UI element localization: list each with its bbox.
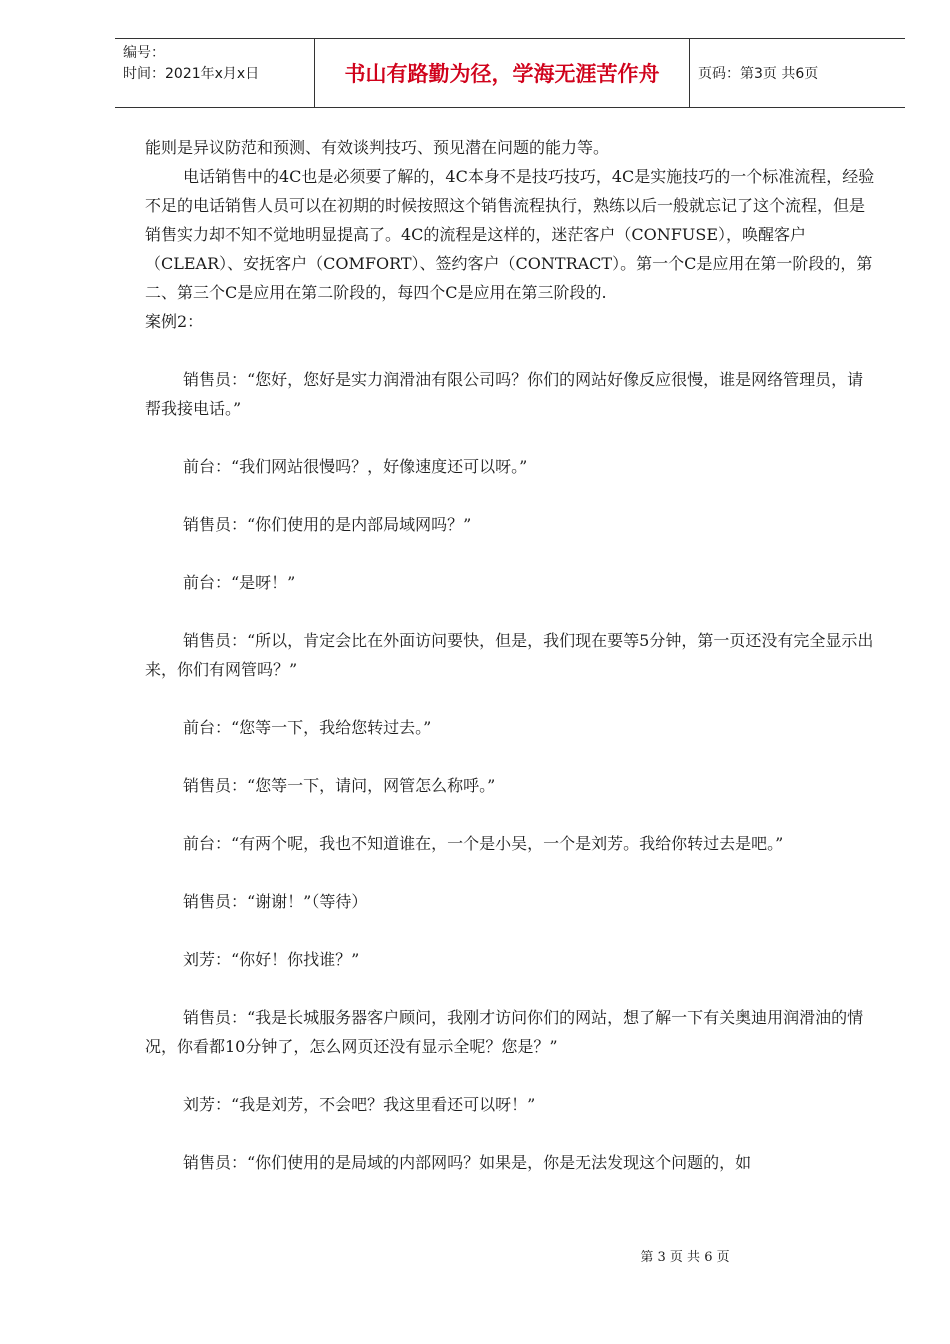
document-number-label: 编号： bbox=[123, 45, 165, 61]
dialogue-line: 刘芳：“我是刘芳，不会吧？我这里看还可以呀！” bbox=[183, 1095, 536, 1114]
header-page-number: 页码：第3页 共6页 bbox=[698, 66, 819, 82]
dialogue-line: 销售员：“谢谢！”（等待） bbox=[183, 892, 368, 911]
paragraph: 能则是异议防范和预测、有效谈判技巧、预见潜在问题的能力等。 bbox=[145, 138, 610, 157]
dialogue-line: 前台：“您等一下，我给您转过去。” bbox=[183, 718, 432, 737]
case-heading: 案例2： bbox=[145, 312, 204, 331]
page-footer: 第 3 页 共 6 页 bbox=[640, 1250, 730, 1265]
header-meta-cell bbox=[115, 39, 315, 107]
dialogue-line: 前台：“我们网站很慢吗？，好像速度还可以呀。” bbox=[183, 457, 528, 476]
document-time-label: 时间：2021年x月x日 bbox=[123, 66, 260, 82]
dialogue-line: 前台：“是呀！” bbox=[183, 573, 296, 592]
dialogue-line: 前台：“有两个呢，我也不知道谁在，一个是小吴，一个是刘芳。我给你转过去是吧。” bbox=[183, 834, 784, 853]
page-header bbox=[115, 38, 905, 108]
dialogue-line: 销售员：“您好，您好是实力润滑油有限公司吗？你们的网站好像反应很慢，谁是网络管理员，请帮我接电话。” bbox=[145, 370, 864, 418]
dialogue-line: 销售员：“我是长城服务器客户顾问，我刚才访问你们的网站，想了解一下有关奥迪用润滑油的情况，你看都10分钟了，怎么网页还没有显示全呢？您是？” bbox=[145, 1008, 864, 1056]
paragraph: 电话销售中的4C也是必须要了解的，4C本身不是技巧技巧，4C是实施技巧的一个标准流程，经验不足的电话销售人员可以在初期的时候按照这个销售流程执行，熟练以后一般就忘记了这个流程，但是销售实力却不知不觉地明显提高了。4C的流程是这样的，迷茫客户（CONFUSE），唤醒客户（CLEAR）、安抚客户（COMFORT）、签约客户（CONTRACT）。第一个C是应用在第一阶段的，第二、第三个C是应用在第二阶段的，每四个C是应用在第三阶段的. bbox=[145, 167, 875, 302]
header-motto: 书山有路勤为径，学海无涯苦作舟 bbox=[315, 39, 690, 107]
dialogue-line: 销售员：“所以，肯定会比在外面访问要快，但是，我们现在要等5分钟，第一页还没有完全显示出来，你们有网管吗？” bbox=[145, 631, 874, 679]
dialogue-line: 刘芳：“你好！你找谁？” bbox=[183, 950, 360, 969]
document-body bbox=[145, 133, 875, 1177]
dialogue-line: 销售员：“您等一下，请问，网管怎么称呼。” bbox=[183, 776, 496, 795]
dialogue-line: 销售员：“你们使用的是内部局域网吗？” bbox=[183, 515, 472, 534]
dialogue-line: 销售员：“你们使用的是局域的内部网吗？如果是，你是无法发现这个问题的，如 bbox=[183, 1153, 752, 1172]
